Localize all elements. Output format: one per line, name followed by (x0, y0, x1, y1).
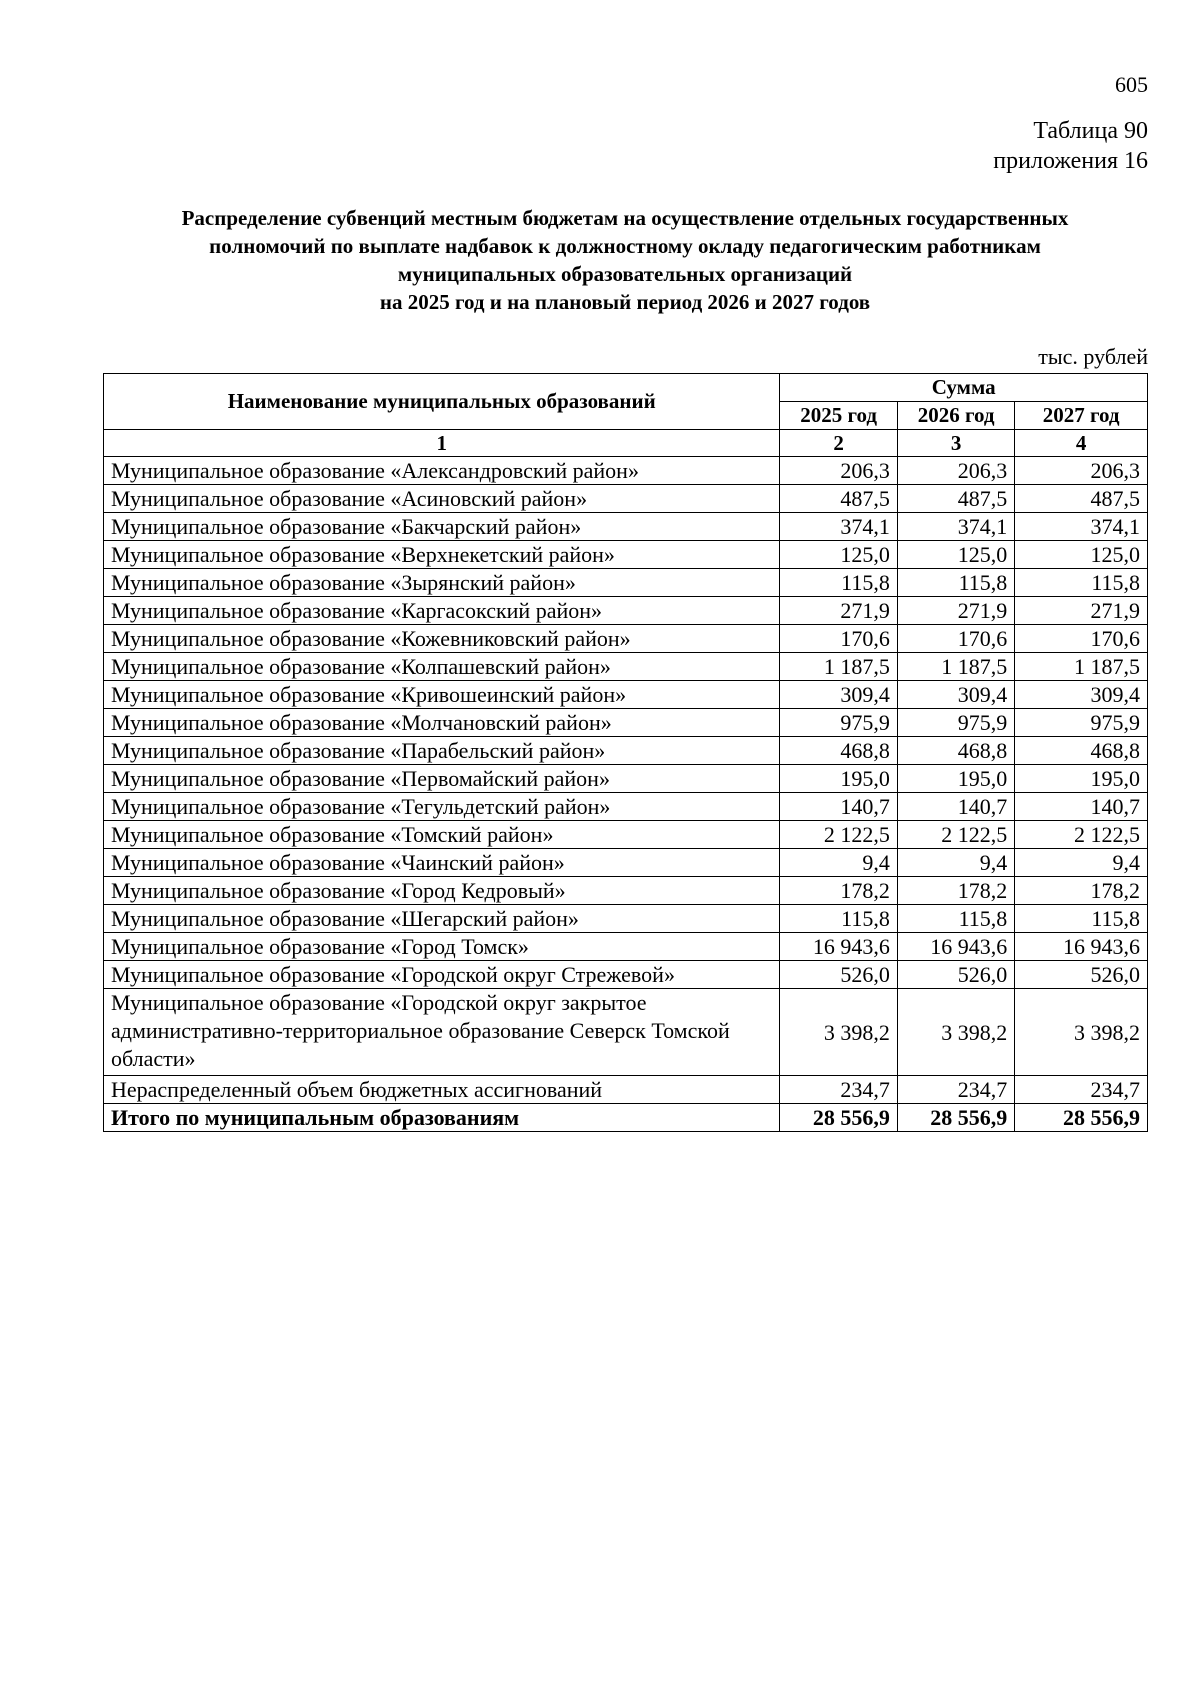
municipality-name: Муниципальное образование «Шегарский район» (104, 905, 780, 933)
value-2025: 309,4 (780, 681, 897, 709)
value-2025: 140,7 (780, 793, 897, 821)
value-2025: 16 943,6 (780, 933, 897, 961)
page-number: 605 (1115, 72, 1148, 97)
header-year-2026: 2026 год (897, 402, 1014, 430)
header-row (104, 374, 1148, 402)
value-2027: 487,5 (1015, 485, 1148, 513)
value-2026: 115,8 (897, 569, 1014, 597)
table-row (104, 569, 1148, 597)
table-row (104, 513, 1148, 541)
value-2027: 140,7 (1015, 793, 1148, 821)
municipality-name: Муниципальное образование «Молчановский район» (104, 709, 780, 737)
value-2026: 271,9 (897, 597, 1014, 625)
table-row (104, 821, 1148, 849)
column-index: 3 (897, 430, 1014, 457)
total-row (104, 1104, 1148, 1132)
municipality-name: Муниципальное образование «Первомайский район» (104, 765, 780, 793)
table-number: Таблица 90 (1033, 118, 1148, 144)
table-row (104, 737, 1148, 765)
value-2025: 374,1 (780, 513, 897, 541)
title-line: муниципальных образовательных организаций (397, 262, 853, 286)
total-2025: 28 556,9 (780, 1104, 897, 1132)
units-label: тыс. рублей (1038, 344, 1148, 369)
value-2027: 468,8 (1015, 737, 1148, 765)
municipality-name: Муниципальное образование «Зырянский район» (104, 569, 780, 597)
value-2026: 9,4 (897, 849, 1014, 877)
municipality-name: Муниципальное образование «Городской округ Стрежевой» (104, 961, 780, 989)
value-2026: 16 943,6 (897, 933, 1014, 961)
value-2027: 975,9 (1015, 709, 1148, 737)
municipality-name: Муниципальное образование «Александровский район» (104, 457, 780, 485)
header-year-2027: 2027 год (1015, 402, 1148, 430)
value-2026: 2 122,5 (897, 821, 1014, 849)
value-2025: 1 187,5 (780, 653, 897, 681)
municipality-name: Муниципальное образование «Бакчарский район» (104, 513, 780, 541)
table-row (104, 793, 1148, 821)
value-2027: 206,3 (1015, 457, 1148, 485)
municipality-name: Муниципальное образование «Город Томск» (104, 933, 780, 961)
table-row (104, 681, 1148, 709)
value-2025: 195,0 (780, 765, 897, 793)
value-2026: 975,9 (897, 709, 1014, 737)
value-2026: 115,8 (897, 905, 1014, 933)
municipality-name: Нераспределенный объем бюджетных ассигнований (104, 1076, 780, 1104)
table-row (104, 457, 1148, 485)
header-sum: Сумма (780, 374, 1148, 402)
table-row (104, 597, 1148, 625)
value-2025: 125,0 (780, 541, 897, 569)
value-2025: 234,7 (780, 1076, 897, 1104)
value-2027: 2 122,5 (1015, 821, 1148, 849)
value-2027: 178,2 (1015, 877, 1148, 905)
table-row (104, 1076, 1148, 1104)
value-2026: 170,6 (897, 625, 1014, 653)
table-reference (993, 116, 1148, 176)
value-2026: 1 187,5 (897, 653, 1014, 681)
appendix-number: приложения 16 (993, 148, 1148, 174)
value-2025: 468,8 (780, 737, 897, 765)
header-name: Наименование муниципальных образований (104, 374, 780, 430)
municipality-name: Муниципальное образование «Чаинский район» (104, 849, 780, 877)
table-row (104, 849, 1148, 877)
municipality-name: Муниципальное образование «Парабельский район» (104, 737, 780, 765)
table-body (104, 457, 1148, 1104)
value-2027: 16 943,6 (1015, 933, 1148, 961)
value-2025: 975,9 (780, 709, 897, 737)
total-2027: 28 556,9 (1015, 1104, 1148, 1132)
value-2027: 1 187,5 (1015, 653, 1148, 681)
value-2026: 125,0 (897, 541, 1014, 569)
municipality-name: Муниципальное образование «Город Кедровый» (104, 877, 780, 905)
value-2027: 115,8 (1015, 905, 1148, 933)
table-row (104, 961, 1148, 989)
value-2025: 115,8 (780, 905, 897, 933)
value-2025: 2 122,5 (780, 821, 897, 849)
table-row (104, 485, 1148, 513)
table-row (104, 709, 1148, 737)
value-2025: 271,9 (780, 597, 897, 625)
value-2026: 140,7 (897, 793, 1014, 821)
municipality-name: Муниципальное образование «Верхнекетский район» (104, 541, 780, 569)
subvention-table (103, 373, 1148, 1132)
value-2026: 195,0 (897, 765, 1014, 793)
total-label: Итого по муниципальным образованиям (104, 1104, 780, 1132)
table-row (104, 653, 1148, 681)
table-row (104, 905, 1148, 933)
municipality-name: Муниципальное образование «Городской округ закрытое административно-территориальное образование Северск Томской области» (104, 989, 780, 1076)
value-2027: 170,6 (1015, 625, 1148, 653)
value-2026: 487,5 (897, 485, 1014, 513)
value-2026: 309,4 (897, 681, 1014, 709)
table-row (104, 765, 1148, 793)
column-index: 1 (104, 430, 780, 457)
value-2026: 468,8 (897, 737, 1014, 765)
value-2026: 374,1 (897, 513, 1014, 541)
municipality-name: Муниципальное образование «Асиновский район» (104, 485, 780, 513)
table-row (104, 877, 1148, 905)
document-title (100, 204, 1150, 316)
table-row (104, 933, 1148, 961)
value-2025: 9,4 (780, 849, 897, 877)
value-2027: 271,9 (1015, 597, 1148, 625)
value-2027: 526,0 (1015, 961, 1148, 989)
value-2025: 178,2 (780, 877, 897, 905)
value-2026: 526,0 (897, 961, 1014, 989)
value-2027: 309,4 (1015, 681, 1148, 709)
value-2026: 3 398,2 (897, 989, 1014, 1076)
title-line: полномочий по выплате надбавок к должностному окладу педагогическим работникам (209, 234, 1041, 258)
value-2025: 487,5 (780, 485, 897, 513)
value-2027: 9,4 (1015, 849, 1148, 877)
value-2026: 178,2 (897, 877, 1014, 905)
municipality-name: Муниципальное образование «Кривошеинский район» (104, 681, 780, 709)
value-2027: 234,7 (1015, 1076, 1148, 1104)
value-2027: 195,0 (1015, 765, 1148, 793)
value-2025: 3 398,2 (780, 989, 897, 1076)
value-2026: 206,3 (897, 457, 1014, 485)
municipality-name: Муниципальное образование «Кожевниковский район» (104, 625, 780, 653)
value-2027: 125,0 (1015, 541, 1148, 569)
value-2025: 115,8 (780, 569, 897, 597)
table-row (104, 541, 1148, 569)
title-line: Распределение субвенций местным бюджетам на осуществление отдельных государственных (181, 206, 1069, 230)
value-2026: 234,7 (897, 1076, 1014, 1104)
municipality-name: Муниципальное образование «Томский район» (104, 821, 780, 849)
title-line: на 2025 год и на плановый период 2026 и 2027 годов (379, 290, 871, 314)
municipality-name: Муниципальное образование «Тегульдетский район» (104, 793, 780, 821)
table-row (104, 989, 1148, 1076)
municipality-name: Муниципальное образование «Каргасокский район» (104, 597, 780, 625)
value-2027: 115,8 (1015, 569, 1148, 597)
column-index: 2 (780, 430, 897, 457)
total-2026: 28 556,9 (897, 1104, 1014, 1132)
value-2025: 526,0 (780, 961, 897, 989)
municipality-name: Муниципальное образование «Колпашевский район» (104, 653, 780, 681)
value-2025: 206,3 (780, 457, 897, 485)
value-2027: 374,1 (1015, 513, 1148, 541)
header-year-2025: 2025 год (780, 402, 897, 430)
table-row (104, 625, 1148, 653)
column-index-row (104, 430, 1148, 457)
column-index: 4 (1015, 430, 1148, 457)
value-2025: 170,6 (780, 625, 897, 653)
value-2027: 3 398,2 (1015, 989, 1148, 1076)
